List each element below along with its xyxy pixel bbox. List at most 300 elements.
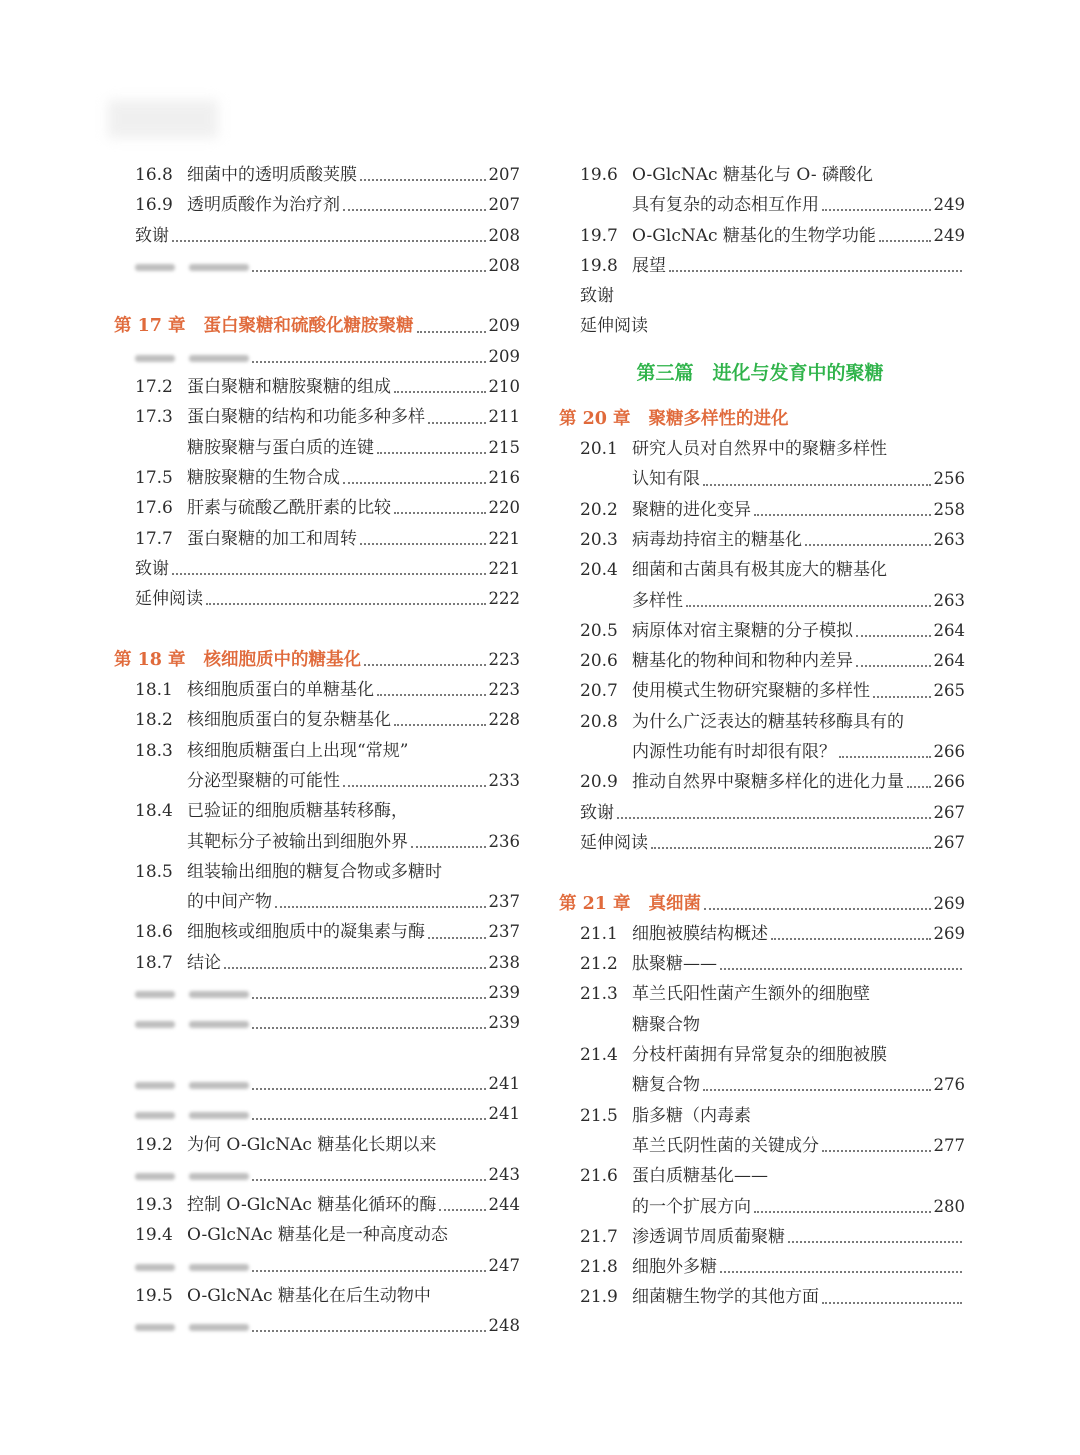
entry-title: 致谢 xyxy=(580,286,614,307)
section-number: 18.2 xyxy=(135,710,173,731)
toc-entry xyxy=(555,1161,965,1191)
section-number: 19.2 xyxy=(135,1134,173,1155)
entry-title: 分泌型聚糖的可能性 xyxy=(187,770,340,791)
entry-title: O-GlcNAc 糖基化与 O- 磷酸化 xyxy=(632,165,874,185)
illegible-text xyxy=(135,1082,175,1089)
section-number: 21.3 xyxy=(580,984,618,1005)
section-number: 18.4 xyxy=(135,801,173,822)
page-number: 239 xyxy=(488,983,520,1003)
illegible-text xyxy=(189,1173,249,1180)
page-number: 263 xyxy=(933,590,965,610)
chapter-title: 核细胞质中的糖基化 xyxy=(203,649,362,670)
entry-title: 的中间产物 xyxy=(187,892,272,913)
dot-leader xyxy=(252,1027,486,1029)
page-number: 208 xyxy=(488,225,520,245)
toc-entry xyxy=(110,554,520,584)
toc-entry xyxy=(110,463,520,493)
toc-entry xyxy=(110,493,520,523)
page-number: 208 xyxy=(488,255,520,275)
entry-title: 脂多糖（内毒素 xyxy=(632,1105,751,1126)
section-number: 20.7 xyxy=(580,681,618,702)
toc-chapter-heading xyxy=(110,645,520,675)
section-number: 20.8 xyxy=(580,711,618,732)
toc-entry xyxy=(555,190,965,220)
page-number: 258 xyxy=(933,499,965,519)
page-number: 210 xyxy=(488,377,520,397)
dot-leader xyxy=(252,361,486,363)
entry-title: 研究人员对自然界中的聚糖多样性 xyxy=(632,439,887,460)
entry-title: 延伸阅读 xyxy=(580,316,648,337)
toc-entry xyxy=(110,796,520,826)
toc-entry xyxy=(555,525,965,555)
toc-spacer xyxy=(110,281,520,311)
entry-title xyxy=(110,978,249,1008)
dot-leader xyxy=(439,1209,485,1211)
toc-entry xyxy=(110,1160,520,1190)
entry-title: 细菌和古菌具有极其庞大的糖基化 xyxy=(632,560,887,581)
dot-leader xyxy=(275,906,486,908)
toc-entry xyxy=(110,1220,520,1250)
page-number: 216 xyxy=(488,467,520,487)
entry-title xyxy=(110,1160,249,1190)
entry-title: 细菌中的透明质酸荚膜 xyxy=(187,165,357,185)
toc-entry xyxy=(555,1131,965,1161)
page-number: 207 xyxy=(488,165,520,184)
dot-leader xyxy=(617,817,931,819)
toc-left-column xyxy=(110,160,520,1342)
illegible-text xyxy=(135,1021,175,1028)
page-number: 263 xyxy=(933,529,965,549)
toc-chapter-heading xyxy=(555,404,965,434)
toc-entry xyxy=(555,281,965,311)
entry-title: 致谢 xyxy=(580,802,614,823)
section-number: 20.4 xyxy=(580,560,618,581)
illegible-text xyxy=(189,1112,249,1119)
dot-leader xyxy=(788,1241,962,1243)
dot-leader xyxy=(754,1211,931,1213)
page-number: 215 xyxy=(488,437,520,457)
toc-entry xyxy=(555,1252,965,1282)
section-number: 17.6 xyxy=(135,498,173,519)
entry-title: 推动自然界中聚糖多样化的进化力量 xyxy=(632,772,904,793)
section-number: 20.9 xyxy=(580,772,618,793)
page-number: 243 xyxy=(488,1164,520,1184)
illegible-text xyxy=(135,355,175,362)
section-number: 19.3 xyxy=(135,1195,173,1216)
dot-leader xyxy=(839,756,931,758)
toc-entry xyxy=(110,433,520,463)
entry-title: 具有复杂的动态相互作用 xyxy=(632,195,819,216)
toc-entry xyxy=(555,434,965,464)
dot-leader xyxy=(428,937,486,939)
toc-entry xyxy=(110,1130,520,1160)
section-number: 18.6 xyxy=(135,922,173,943)
entry-title: 糖胺聚糖的生物合成 xyxy=(187,467,340,488)
page-number: 264 xyxy=(933,651,965,671)
section-number: 18.1 xyxy=(135,680,173,701)
section-number: 18.7 xyxy=(135,952,173,973)
dot-leader xyxy=(720,968,962,970)
toc-spacer xyxy=(110,1039,520,1069)
section-number: 21.9 xyxy=(580,1287,618,1308)
entry-title: 的一个扩展方向 xyxy=(632,1196,751,1217)
dot-leader xyxy=(822,1150,931,1152)
dot-leader xyxy=(822,1302,962,1304)
toc-entry xyxy=(555,737,965,767)
header-smudge xyxy=(108,100,218,138)
page-number: 249 xyxy=(933,225,965,245)
dot-leader xyxy=(364,664,485,666)
toc-entry xyxy=(555,555,965,585)
section-number: 21.7 xyxy=(580,1226,618,1247)
section-number: 21.8 xyxy=(580,1257,618,1278)
page-number: 220 xyxy=(488,498,520,518)
toc-entry xyxy=(555,221,965,251)
dot-leader xyxy=(377,694,486,696)
entry-title: 认知有限 xyxy=(632,469,700,490)
dot-leader xyxy=(360,179,486,181)
entry-title: 渗透调节周质葡聚糖 xyxy=(632,1226,785,1247)
dot-leader xyxy=(754,514,931,516)
dot-leader xyxy=(805,544,931,546)
section-number: 21.6 xyxy=(580,1166,618,1187)
toc-entry xyxy=(110,766,520,796)
page-number: 269 xyxy=(933,893,965,913)
section-number: 19.4 xyxy=(135,1225,173,1246)
dot-leader xyxy=(720,1271,962,1273)
page-number: 223 xyxy=(488,680,520,700)
illegible-text xyxy=(189,355,249,362)
entry-title: 已验证的细胞质糖基转移酶， xyxy=(187,801,408,822)
illegible-text xyxy=(135,991,175,998)
illegible-text xyxy=(135,1112,175,1119)
entry-title: 蛋白聚糖和糖胺聚糖的组成 xyxy=(187,377,391,398)
toc-entry xyxy=(110,736,520,766)
dot-leader xyxy=(704,908,930,910)
entry-title: 肽聚糖—— xyxy=(632,954,717,975)
entry-title: 组装输出细胞的糖复合物或多糖时 xyxy=(187,861,442,882)
dot-leader xyxy=(252,1179,486,1181)
entry-title: 延伸阅读 xyxy=(135,589,203,610)
dot-leader xyxy=(252,1270,486,1272)
toc-entry xyxy=(555,251,965,281)
section-number: 第 17 章 xyxy=(114,316,186,337)
toc-entry xyxy=(110,1008,520,1038)
page-number: 269 xyxy=(933,923,965,943)
entry-title: 为什么广泛表达的糖基转移酶具有的 xyxy=(632,711,904,732)
dot-leader xyxy=(252,997,486,999)
toc-entry xyxy=(110,251,520,281)
section-number: 19.5 xyxy=(135,1285,173,1306)
section-number: 20.1 xyxy=(580,439,618,460)
section-number: 18.3 xyxy=(135,740,173,761)
toc-entry xyxy=(555,495,965,525)
page-number: 265 xyxy=(933,681,965,701)
page-number: 222 xyxy=(488,589,520,609)
toc-entry xyxy=(110,887,520,917)
entry-title: 展望 xyxy=(632,255,666,276)
page-number: 211 xyxy=(488,407,520,427)
toc-entry xyxy=(555,1070,965,1100)
dot-leader xyxy=(879,240,931,242)
section-number: 20.2 xyxy=(580,499,618,520)
section-number: 21.4 xyxy=(580,1045,618,1066)
dot-leader xyxy=(856,635,931,637)
entry-title xyxy=(110,251,249,281)
chapter-title: 真细菌 xyxy=(648,893,702,914)
page-number: 239 xyxy=(488,1013,520,1033)
page-number: 238 xyxy=(488,952,520,972)
page-number: 236 xyxy=(488,831,520,851)
page-number: 241 xyxy=(488,1073,520,1093)
toc-entry xyxy=(555,828,965,858)
section-number: 21.5 xyxy=(580,1105,618,1126)
toc-entry xyxy=(555,160,965,190)
entry-title: 分枝杆菌拥有异常复杂的细胞被膜 xyxy=(632,1045,887,1066)
toc-entry xyxy=(555,1192,965,1222)
toc-entry xyxy=(110,190,520,220)
toc-entry xyxy=(110,1251,520,1281)
toc-entry xyxy=(110,857,520,887)
entry-title: 糖复合物 xyxy=(632,1075,700,1096)
page-number: 247 xyxy=(488,1255,520,1275)
toc-entry xyxy=(110,1311,520,1341)
toc-entry xyxy=(555,1101,965,1131)
dot-leader xyxy=(651,847,931,849)
illegible-text xyxy=(135,1264,175,1271)
toc-entry xyxy=(555,707,965,737)
toc-spacer xyxy=(110,614,520,644)
toc-entry xyxy=(555,1010,965,1040)
entry-title xyxy=(110,1069,249,1099)
entry-title: 细菌糖生物学的其他方面 xyxy=(632,1287,819,1308)
page-number: 237 xyxy=(488,892,520,912)
entry-title: 细胞被膜结构概述 xyxy=(632,923,768,944)
page-number: 223 xyxy=(488,649,520,669)
entry-title: 聚糖的进化变异 xyxy=(632,499,751,520)
dot-leader xyxy=(907,786,931,788)
entry-title: 核细胞质蛋白的单糖基化 xyxy=(187,680,374,701)
toc-entry xyxy=(110,221,520,251)
entry-title: 革兰氏阴性菌的关键成分 xyxy=(632,1135,819,1156)
page-number: 209 xyxy=(488,346,520,366)
page-number: 221 xyxy=(488,558,520,578)
dot-leader xyxy=(252,270,486,272)
toc-entry xyxy=(110,524,520,554)
entry-title xyxy=(110,1251,249,1281)
section-number: 19.6 xyxy=(580,165,618,185)
toc-spacer xyxy=(555,858,965,888)
entry-title: 肝素与硫酸乙酰肝素的比较 xyxy=(187,498,391,519)
toc-entry xyxy=(555,1222,965,1252)
entry-title xyxy=(110,1311,249,1341)
entry-title: 延伸阅读 xyxy=(580,832,648,853)
section-number: 17.2 xyxy=(135,377,173,398)
toc-entry xyxy=(555,1040,965,1070)
dot-leader xyxy=(377,452,486,454)
section-number: 19.8 xyxy=(580,255,618,276)
dot-leader xyxy=(206,603,486,605)
page-number: 221 xyxy=(488,528,520,548)
entry-title: 糖聚合物 xyxy=(632,1014,700,1035)
entry-title: 蛋白聚糖的加工和周转 xyxy=(187,528,357,549)
section-number: 21.2 xyxy=(580,954,618,975)
entry-title: 致谢 xyxy=(135,558,169,579)
page-number: 249 xyxy=(933,195,965,215)
page-number: 266 xyxy=(933,772,965,792)
section-number: 20.5 xyxy=(580,620,618,641)
entry-title: 核细胞质糖蛋白上出现“常规” xyxy=(187,740,409,761)
page-number: 276 xyxy=(933,1075,965,1095)
dot-leader xyxy=(252,1330,486,1332)
illegible-text xyxy=(135,1173,175,1180)
toc-entry xyxy=(555,1282,965,1312)
dot-leader xyxy=(394,724,486,726)
part-heading xyxy=(555,342,965,404)
toc-entry xyxy=(110,1190,520,1220)
part-title: 第三篇 进化与发育中的聚糖 xyxy=(636,361,884,384)
toc-entry xyxy=(110,160,520,190)
illegible-text xyxy=(189,1082,249,1089)
toc-entry xyxy=(110,342,520,372)
entry-title: 糖胺聚糖与蛋白质的连键 xyxy=(187,437,374,458)
section-number: 17.7 xyxy=(135,528,173,549)
toc-entry xyxy=(555,798,965,828)
toc-entry xyxy=(110,584,520,614)
dot-leader xyxy=(172,573,486,575)
dot-leader xyxy=(394,391,486,393)
entry-title: 细胞外多糖 xyxy=(632,1257,717,1278)
page-number: 264 xyxy=(933,620,965,640)
entry-title: 内源性功能有时却很有限？ xyxy=(632,742,836,763)
entry-title: 控制 O-GlcNAc 糖基化循环的酶 xyxy=(187,1195,437,1216)
section-number: 第 18 章 xyxy=(114,649,186,670)
dot-leader xyxy=(686,605,931,607)
section-number: 19.7 xyxy=(580,225,618,246)
toc-chapter-heading xyxy=(555,889,965,919)
page-number: 237 xyxy=(488,922,520,942)
illegible-text xyxy=(135,264,175,271)
section-number: 18.5 xyxy=(135,861,173,882)
entry-title: 革兰氏阳性菌产生额外的细胞壁 xyxy=(632,984,870,1005)
entry-title: O-GlcNAc 糖基化的生物学功能 xyxy=(632,225,876,246)
page-number: 280 xyxy=(933,1196,965,1216)
toc-entry xyxy=(555,616,965,646)
dot-leader xyxy=(703,1089,931,1091)
dot-leader xyxy=(411,846,486,848)
toc-entry xyxy=(110,402,520,432)
dot-leader xyxy=(172,240,486,242)
entry-title: 其靶标分子被输出到细胞外界 xyxy=(187,831,408,852)
toc-entry xyxy=(110,1099,520,1129)
section-number: 17.5 xyxy=(135,467,173,488)
page-number: 277 xyxy=(933,1135,965,1155)
dot-leader xyxy=(360,543,486,545)
toc-entry xyxy=(110,372,520,402)
illegible-text xyxy=(189,1021,249,1028)
dot-leader xyxy=(252,1088,486,1090)
section-number: 第 20 章 xyxy=(559,408,631,429)
toc-entry xyxy=(110,978,520,1008)
entry-title xyxy=(110,342,249,372)
page-number: 267 xyxy=(933,832,965,852)
dot-leader xyxy=(873,696,931,698)
dot-leader xyxy=(343,482,486,484)
section-number: 21.1 xyxy=(580,923,618,944)
page-number: 241 xyxy=(488,1104,520,1124)
entry-title: 核细胞质蛋白的复杂糖基化 xyxy=(187,710,391,731)
entry-title: O-GlcNAc 糖基化是一种高度动态 xyxy=(187,1225,448,1246)
dot-leader xyxy=(771,938,931,940)
toc-right-column xyxy=(555,160,965,1313)
toc-entry xyxy=(555,586,965,616)
dot-leader xyxy=(428,422,486,424)
dot-leader xyxy=(343,209,486,211)
dot-leader xyxy=(822,209,931,211)
section-number: 第 21 章 xyxy=(559,893,631,914)
dot-leader xyxy=(224,967,486,969)
entry-title: 透明质酸作为治疗剂 xyxy=(187,195,340,216)
section-number: 16.9 xyxy=(135,195,173,216)
chapter-title: 聚糖多样性的进化 xyxy=(648,408,789,429)
page-number: 267 xyxy=(933,802,965,822)
illegible-text xyxy=(189,991,249,998)
dot-leader xyxy=(669,270,962,272)
entry-title: 为何 O-GlcNAc 糖基化长期以来 xyxy=(187,1134,437,1155)
dot-leader xyxy=(417,331,486,333)
entry-title: 多样性 xyxy=(632,590,683,611)
entry-title: 蛋白聚糖的结构和功能多种多样 xyxy=(187,407,425,428)
section-number: 20.3 xyxy=(580,529,618,550)
toc-entry xyxy=(110,917,520,947)
page-number: 233 xyxy=(488,770,520,790)
entry-title: 细胞核或细胞质中的凝集素与酶 xyxy=(187,922,425,943)
entry-title: 病毒劫持宿主的糖基化 xyxy=(632,529,802,550)
illegible-text xyxy=(189,1264,249,1271)
toc-entry xyxy=(110,675,520,705)
page-number: 207 xyxy=(488,195,520,215)
entry-title: 结论 xyxy=(187,952,221,973)
illegible-text xyxy=(189,1324,249,1331)
toc-entry xyxy=(555,979,965,1009)
page-number: 266 xyxy=(933,742,965,762)
dot-leader xyxy=(703,484,931,486)
section-number: 17.3 xyxy=(135,407,173,428)
entry-title: 糖基化的物种间和物种内差异 xyxy=(632,651,853,672)
entry-title: 病原体对宿主聚糖的分子模拟 xyxy=(632,620,853,641)
page-number: 256 xyxy=(933,469,965,489)
section-number: 20.6 xyxy=(580,651,618,672)
entry-title: 蛋白质糖基化—— xyxy=(632,1166,768,1187)
entry-title: O-GlcNAc 糖基化在后生动物中 xyxy=(187,1285,431,1306)
toc-entry xyxy=(555,464,965,494)
chapter-title: 蛋白聚糖和硫酸化糖胺聚糖 xyxy=(203,316,414,337)
entry-title xyxy=(110,1099,249,1129)
toc-entry xyxy=(555,676,965,706)
page-number: 244 xyxy=(488,1195,520,1215)
dot-leader xyxy=(856,665,931,667)
dot-leader xyxy=(343,785,486,787)
page-number: 209 xyxy=(488,316,520,336)
toc-entry xyxy=(110,827,520,857)
toc-entry xyxy=(110,1069,520,1099)
dot-leader xyxy=(252,1118,486,1120)
toc-entry xyxy=(110,705,520,735)
toc-entry xyxy=(555,919,965,949)
dot-leader xyxy=(394,512,486,514)
page-number: 228 xyxy=(488,710,520,730)
toc-entry xyxy=(555,646,965,676)
